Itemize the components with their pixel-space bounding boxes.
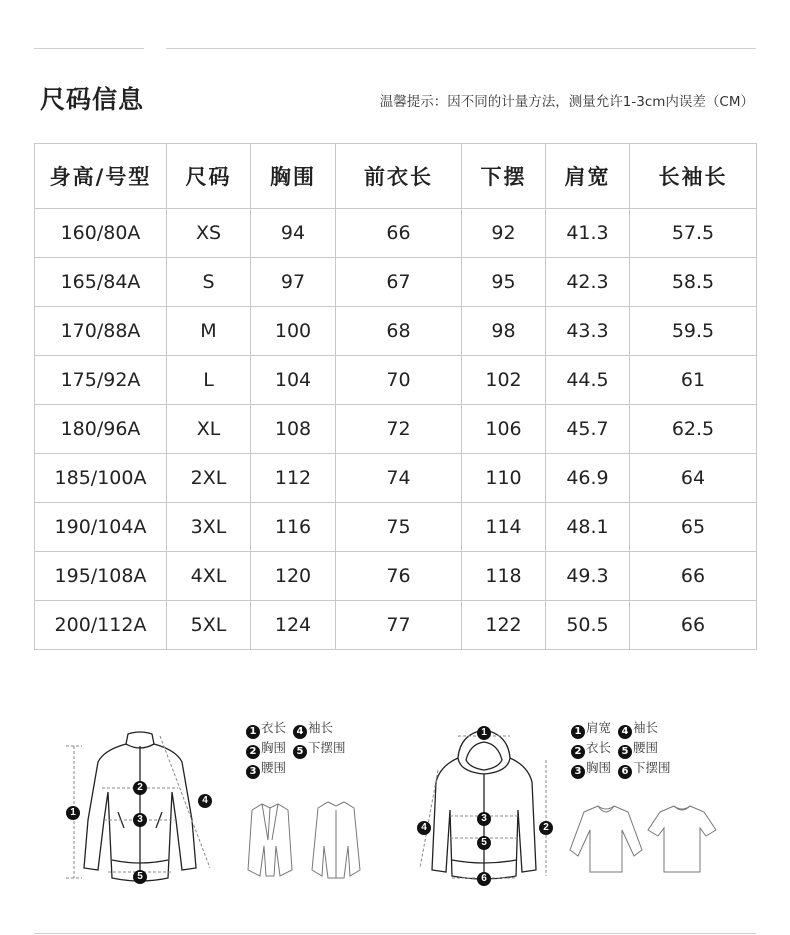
cell-front-length: 76 <box>336 552 462 601</box>
cell-chest: 124 <box>251 601 336 650</box>
size-table <box>34 143 757 650</box>
cell-chest: 100 <box>251 307 336 356</box>
cell-sleeve: 66 <box>630 552 757 601</box>
cell-shoulder: 50.5 <box>546 601 630 650</box>
cell-shoulder: 48.1 <box>546 503 630 552</box>
header-shoulder: 肩宽 <box>546 144 630 209</box>
cell-shoulder: 42.3 <box>546 258 630 307</box>
cell-height-model: 200/112A <box>35 601 167 650</box>
legend-row <box>246 738 349 758</box>
header-size: 尺码 <box>167 144 251 209</box>
legend-item: 3 腰围 <box>246 758 286 779</box>
jacket-diagram <box>66 732 210 881</box>
cell-hem: 110 <box>462 454 546 503</box>
cell-height-model: 185/100A <box>35 454 167 503</box>
legend-item: 4 袖长 <box>293 718 333 739</box>
bottom-divider <box>34 933 756 934</box>
cell-sleeve: 65 <box>630 503 757 552</box>
longsleeve-outline <box>570 806 642 872</box>
cell-height-model: 160/80A <box>35 209 167 258</box>
measurement-tip: 温馨提示：因不同的计量方法，测量允许1-3cm内误差（CM） <box>379 94 754 110</box>
hoodie-marker-1: 1 <box>477 726 491 740</box>
cell-hem: 114 <box>462 503 546 552</box>
size-table-header <box>35 144 757 209</box>
cell-height-model: 195/108A <box>35 552 167 601</box>
table-row <box>35 405 757 454</box>
cell-shoulder: 45.7 <box>546 405 630 454</box>
hoodie-marker-4: 4 <box>417 821 431 835</box>
legend-item: 5 腰围 <box>618 738 658 759</box>
cell-hem: 122 <box>462 601 546 650</box>
table-row <box>35 601 757 650</box>
shirt-outline <box>312 802 360 878</box>
legend-row <box>571 718 674 738</box>
cell-chest: 120 <box>251 552 336 601</box>
cell-size: S <box>167 258 251 307</box>
header-front-length: 前衣长 <box>336 144 462 209</box>
cell-front-length: 66 <box>336 209 462 258</box>
cell-height-model: 170/88A <box>35 307 167 356</box>
header-sleeve: 长袖长 <box>630 144 757 209</box>
legend-row <box>571 758 674 778</box>
cell-height-model: 175/92A <box>35 356 167 405</box>
hoodie-marker-2: 2 <box>539 821 553 835</box>
cell-height-model: 180/96A <box>35 405 167 454</box>
jacket-marker-3: 3 <box>133 813 147 827</box>
legend-item: 2 衣长 <box>571 738 611 759</box>
hoodie-marker-5: 5 <box>477 836 491 850</box>
cell-shoulder: 43.3 <box>546 307 630 356</box>
cell-front-length: 72 <box>336 405 462 454</box>
cell-shoulder: 44.5 <box>546 356 630 405</box>
cell-sleeve: 61 <box>630 356 757 405</box>
measurement-illustrations <box>0 700 790 900</box>
jacket-marker-2: 2 <box>133 781 147 795</box>
jacket-marker-4: 4 <box>198 794 212 808</box>
legend-item: 1 衣长 <box>246 718 286 739</box>
cell-sleeve: 62.5 <box>630 405 757 454</box>
header-height-model: 身高/号型 <box>35 144 167 209</box>
cell-hem: 102 <box>462 356 546 405</box>
table-row <box>35 503 757 552</box>
legend-item: 2 胸围 <box>246 738 286 759</box>
table-row <box>35 209 757 258</box>
cell-size: 5XL <box>167 601 251 650</box>
cell-sleeve: 58.5 <box>630 258 757 307</box>
hoodie-diagram <box>420 730 546 879</box>
header-chest: 胸围 <box>251 144 336 209</box>
legend-jacket <box>246 718 349 778</box>
legend-item: 4 袖长 <box>618 718 658 739</box>
cell-size: XL <box>167 405 251 454</box>
cell-size: 2XL <box>167 454 251 503</box>
cell-size: 4XL <box>167 552 251 601</box>
cell-size: M <box>167 307 251 356</box>
cell-height-model: 165/84A <box>35 258 167 307</box>
cell-hem: 92 <box>462 209 546 258</box>
cell-chest: 94 <box>251 209 336 258</box>
legend-item: 6 下摆围 <box>618 758 671 779</box>
cell-sleeve: 59.5 <box>630 307 757 356</box>
legend-hoodie <box>571 718 674 778</box>
jacket-marker-1: 1 <box>66 806 80 820</box>
cell-chest: 104 <box>251 356 336 405</box>
cell-chest: 116 <box>251 503 336 552</box>
cell-shoulder: 41.3 <box>546 209 630 258</box>
hoodie-marker-6: 6 <box>477 872 491 886</box>
cell-chest: 108 <box>251 405 336 454</box>
cell-front-length: 68 <box>336 307 462 356</box>
cell-front-length: 74 <box>336 454 462 503</box>
legend-row <box>571 738 674 758</box>
cell-height-model: 190/104A <box>35 503 167 552</box>
cell-hem: 106 <box>462 405 546 454</box>
cell-front-length: 75 <box>336 503 462 552</box>
cell-shoulder: 49.3 <box>546 552 630 601</box>
table-row <box>35 552 757 601</box>
table-row <box>35 258 757 307</box>
blazer-outline <box>248 804 292 876</box>
cell-sleeve: 66 <box>630 601 757 650</box>
cell-front-length: 67 <box>336 258 462 307</box>
tshirt-outline <box>648 806 716 872</box>
cell-sleeve: 64 <box>630 454 757 503</box>
hoodie-marker-3: 3 <box>477 812 491 826</box>
jacket-marker-5: 5 <box>133 870 147 884</box>
legend-item: 3 胸围 <box>571 758 611 779</box>
cell-sleeve: 57.5 <box>630 209 757 258</box>
legend-item: 5 下摆围 <box>293 738 346 759</box>
top-divider-left <box>34 48 144 49</box>
cell-size: XS <box>167 209 251 258</box>
table-row <box>35 307 757 356</box>
cell-hem: 95 <box>462 258 546 307</box>
cell-shoulder: 46.9 <box>546 454 630 503</box>
cell-size: L <box>167 356 251 405</box>
cell-hem: 98 <box>462 307 546 356</box>
legend-row <box>246 718 349 738</box>
cell-size: 3XL <box>167 503 251 552</box>
cell-front-length: 70 <box>336 356 462 405</box>
cell-chest: 112 <box>251 454 336 503</box>
legend-row <box>246 758 349 778</box>
legend-item: 1 肩宽 <box>571 718 611 739</box>
page-title: 尺码信息 <box>40 85 145 114</box>
header-hem: 下摆 <box>462 144 546 209</box>
cell-chest: 97 <box>251 258 336 307</box>
cell-front-length: 77 <box>336 601 462 650</box>
top-divider-right <box>166 48 756 49</box>
table-row <box>35 356 757 405</box>
cell-hem: 118 <box>462 552 546 601</box>
table-row <box>35 454 757 503</box>
